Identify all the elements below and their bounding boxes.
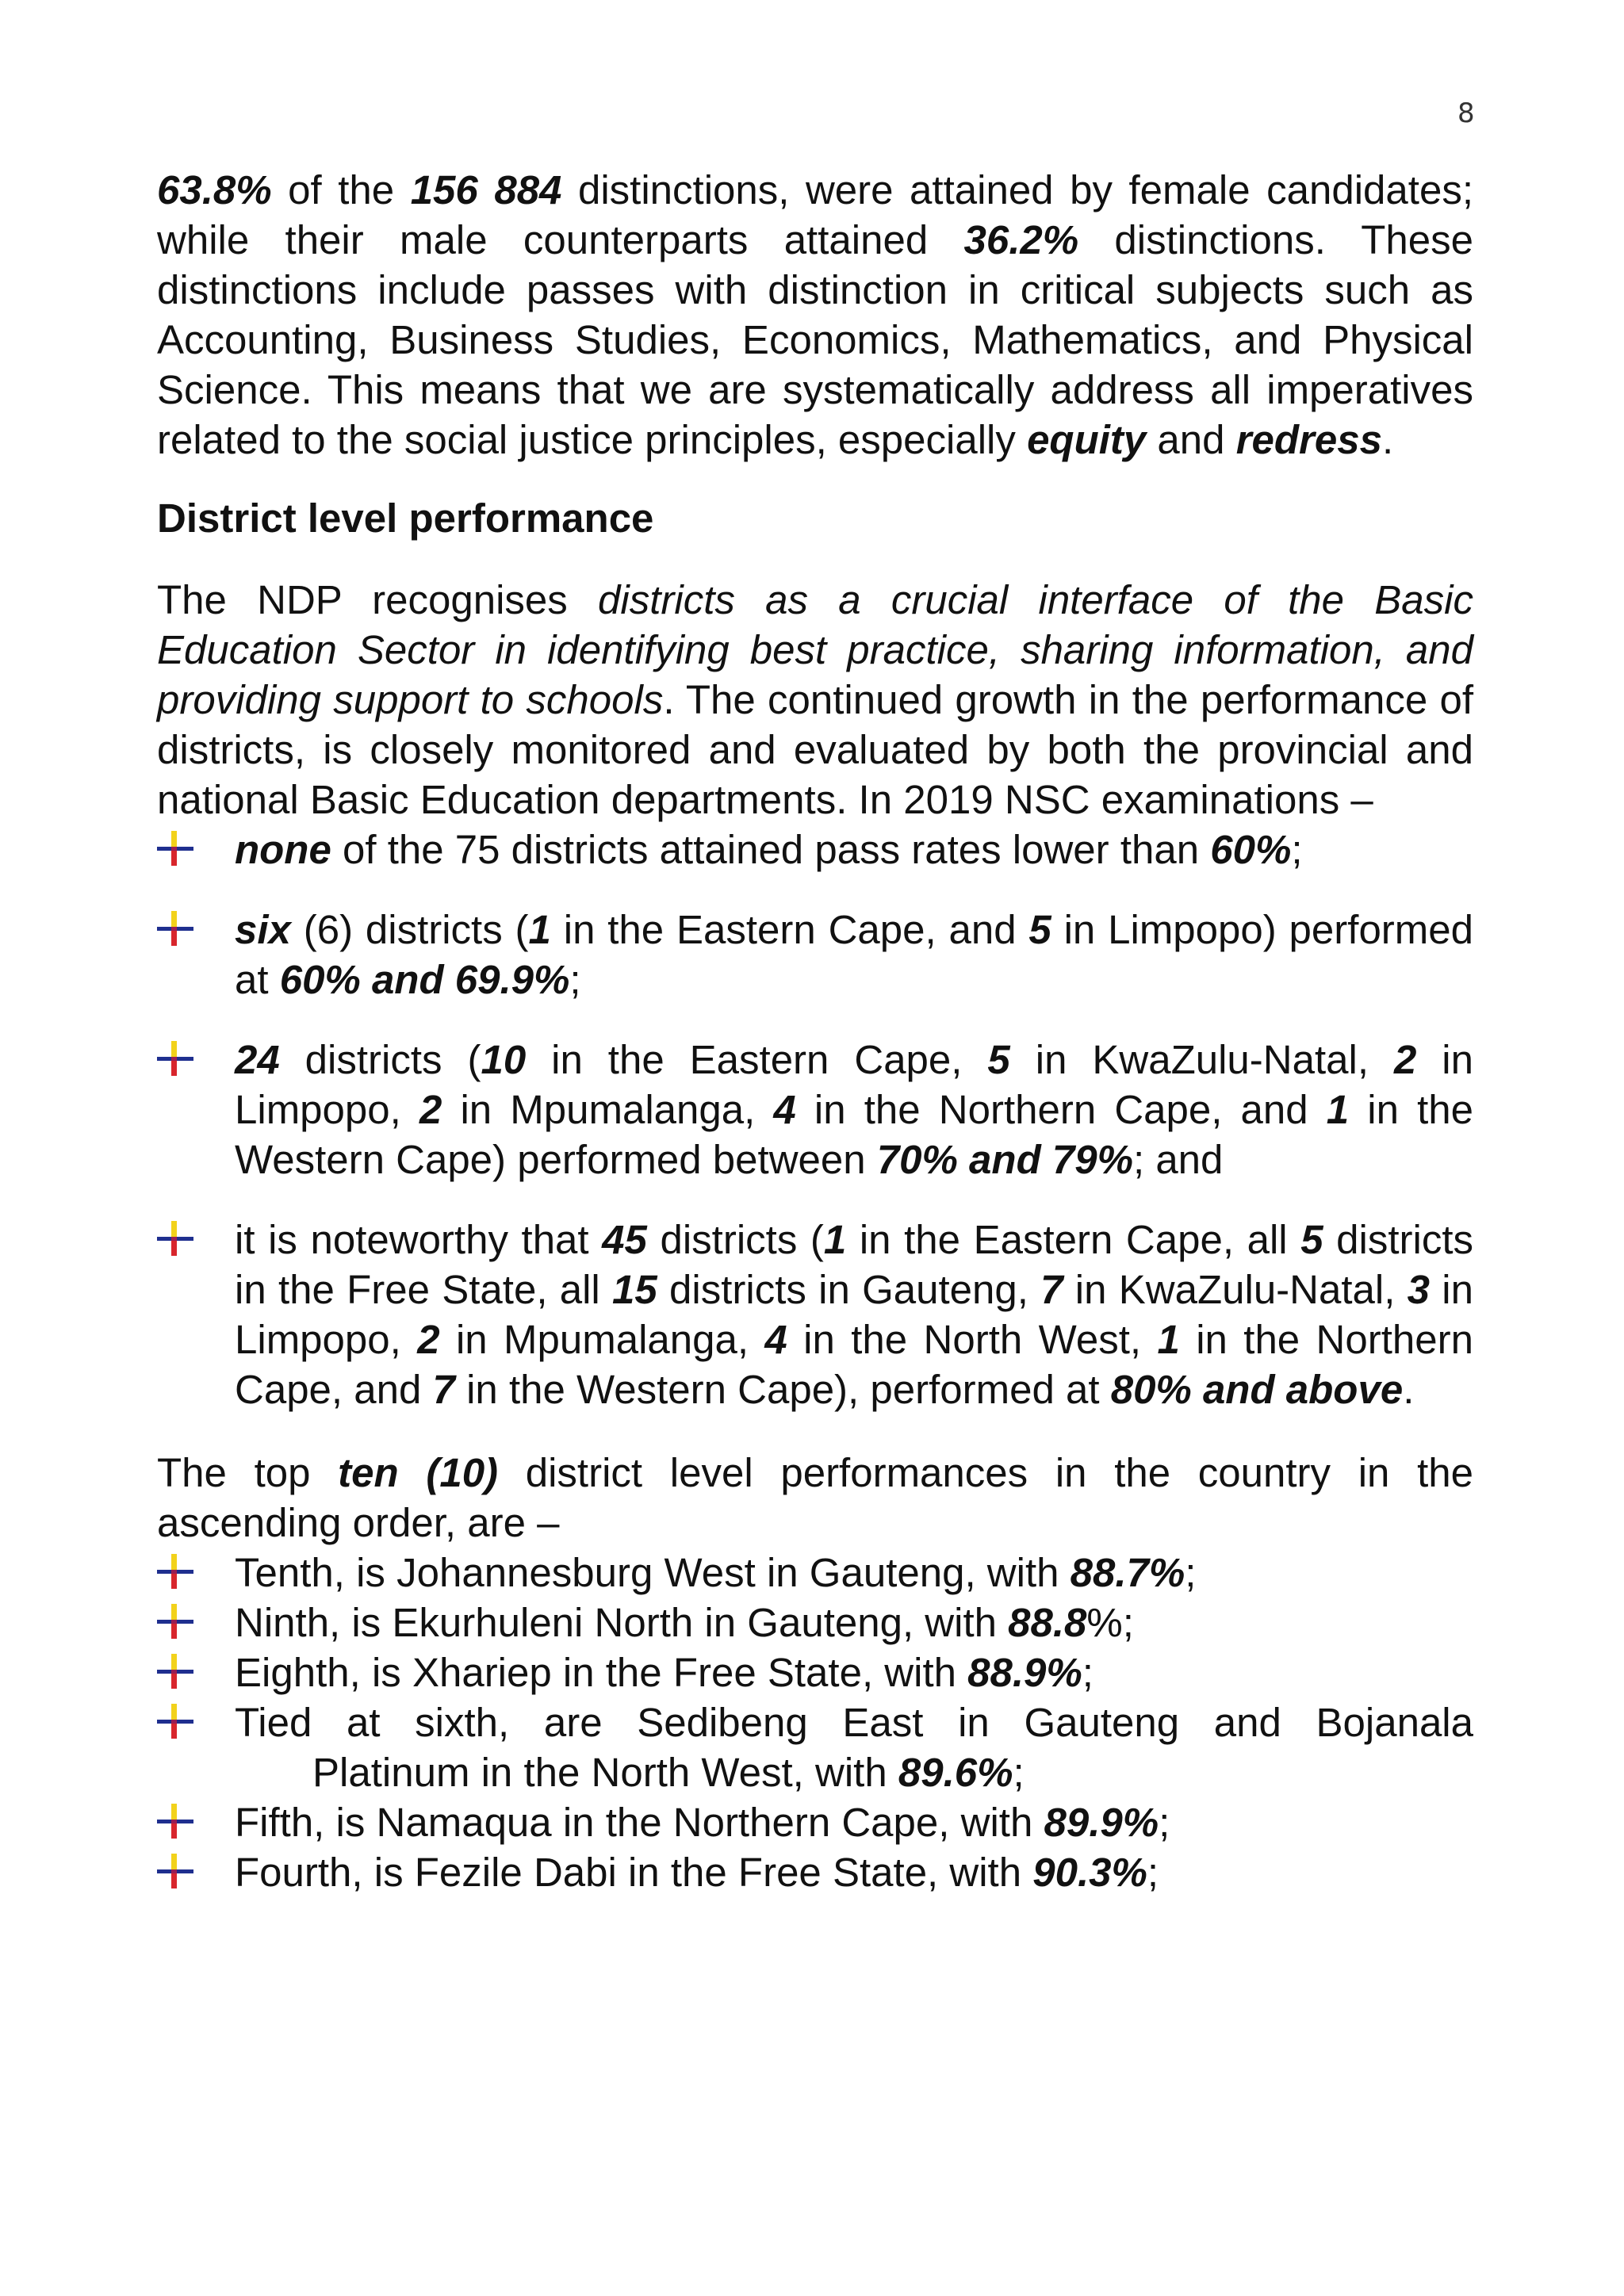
list-item: six (6) districts (1 in the Eastern Cape, and 5 in Limpopo) performed at 60% and 69.9%; — [157, 905, 1473, 1004]
list-item: Ninth, is Ekurhuleni North in Gauteng, with 88.8%; — [157, 1598, 1473, 1647]
plus-bullet-icon — [157, 1221, 193, 1256]
list-item: it is noteworthy that 45 districts (1 in the Eastern Cape, all 5 districts in the Free State, all 15 districts in Gauteng, 7 in KwaZulu-Natal, 3 in Limpopo, 2 in Mpumalanga, 4 in the North West, 1 in the Northern Cape, and 7 in the Western Cape), performed at 80% and above. — [157, 1215, 1473, 1414]
equity-term: equity — [1027, 417, 1147, 462]
list-item: Eighth, is Xhariep in the Free State, with 88.9%; — [157, 1647, 1473, 1697]
top-ten-count: ten (10) — [338, 1450, 499, 1495]
list-item: Fifth, is Namaqua in the Northern Cape, with 89.9%; — [157, 1797, 1473, 1847]
district-performance-heading: District level performance — [157, 496, 654, 541]
page-number: 8 — [1457, 98, 1475, 129]
top-ten-ranking-list — [157, 1548, 1473, 1897]
page-content — [157, 165, 1473, 1897]
plus-bullet-icon — [157, 911, 193, 946]
ndp-quote: districts as a crucial interface of the Basic Education Sector in identifying best practice, sharing information, and providing support to schools — [157, 577, 1473, 722]
plus-bullet-icon — [157, 1041, 193, 1076]
plus-bullet-icon — [157, 1604, 193, 1639]
list-item: Tenth, is Johannesburg West in Gauteng, with 88.7%; — [157, 1548, 1473, 1598]
redress-term: redress — [1235, 417, 1382, 462]
plus-bullet-icon — [157, 831, 193, 866]
male-distinction-percent: 36.2% — [963, 217, 1079, 262]
plus-bullet-icon — [157, 1554, 193, 1589]
list-item: none of the 75 districts attained pass rates lower than 60%; — [157, 825, 1473, 874]
list-item: Fourth, is Fezile Dabi in the Free State, with 90.3%; — [157, 1847, 1473, 1897]
plus-bullet-icon — [157, 1804, 193, 1839]
plus-bullet-icon — [157, 1704, 193, 1739]
top-ten-paragraph: The top ten (10) district level performances in the country in the ascending order, are – — [157, 1450, 1473, 1545]
district-results-list — [157, 825, 1473, 1414]
plus-bullet-icon — [157, 1854, 193, 1888]
list-item: 24 districts (10 in the Eastern Cape, 5 in KwaZulu-Natal, 2 in Limpopo, 2 in Mpumalanga, 4 in the Northern Cape, and 1 in the Western Cape) performed between 70% and 79%; and — [157, 1035, 1473, 1184]
ndp-paragraph: The NDP recognises districts as a crucial interface of the Basic Education Sector in identifying best practice, sharing information, and providing support to schools. The continued growth in the performance of districts, is closely monitored and evaluated by both the provincial and national Basic Education departments. In 2019 NSC examinations – — [157, 577, 1473, 822]
female-distinction-percent: 63.8% — [157, 167, 272, 212]
distinctions-count: 156 884 — [410, 167, 562, 212]
list-item: Tied at sixth, are Sedibeng East in Gauteng and Bojanala Platinum in the North West, with 89.6%; — [157, 1697, 1473, 1797]
intro-paragraph: 63.8% of the 156 884 distinctions, were attained by female candidates; while their male counterparts attained 36.2% distinctions. These distinctions include passes with distinction in critical subjects such as Accounting, Business Studies, Economics, Mathematics, and Physical Science. This means that we are systematically address all imperatives related to the social justice principles, especially equity and redress. — [157, 167, 1474, 462]
plus-bullet-icon — [157, 1654, 193, 1689]
